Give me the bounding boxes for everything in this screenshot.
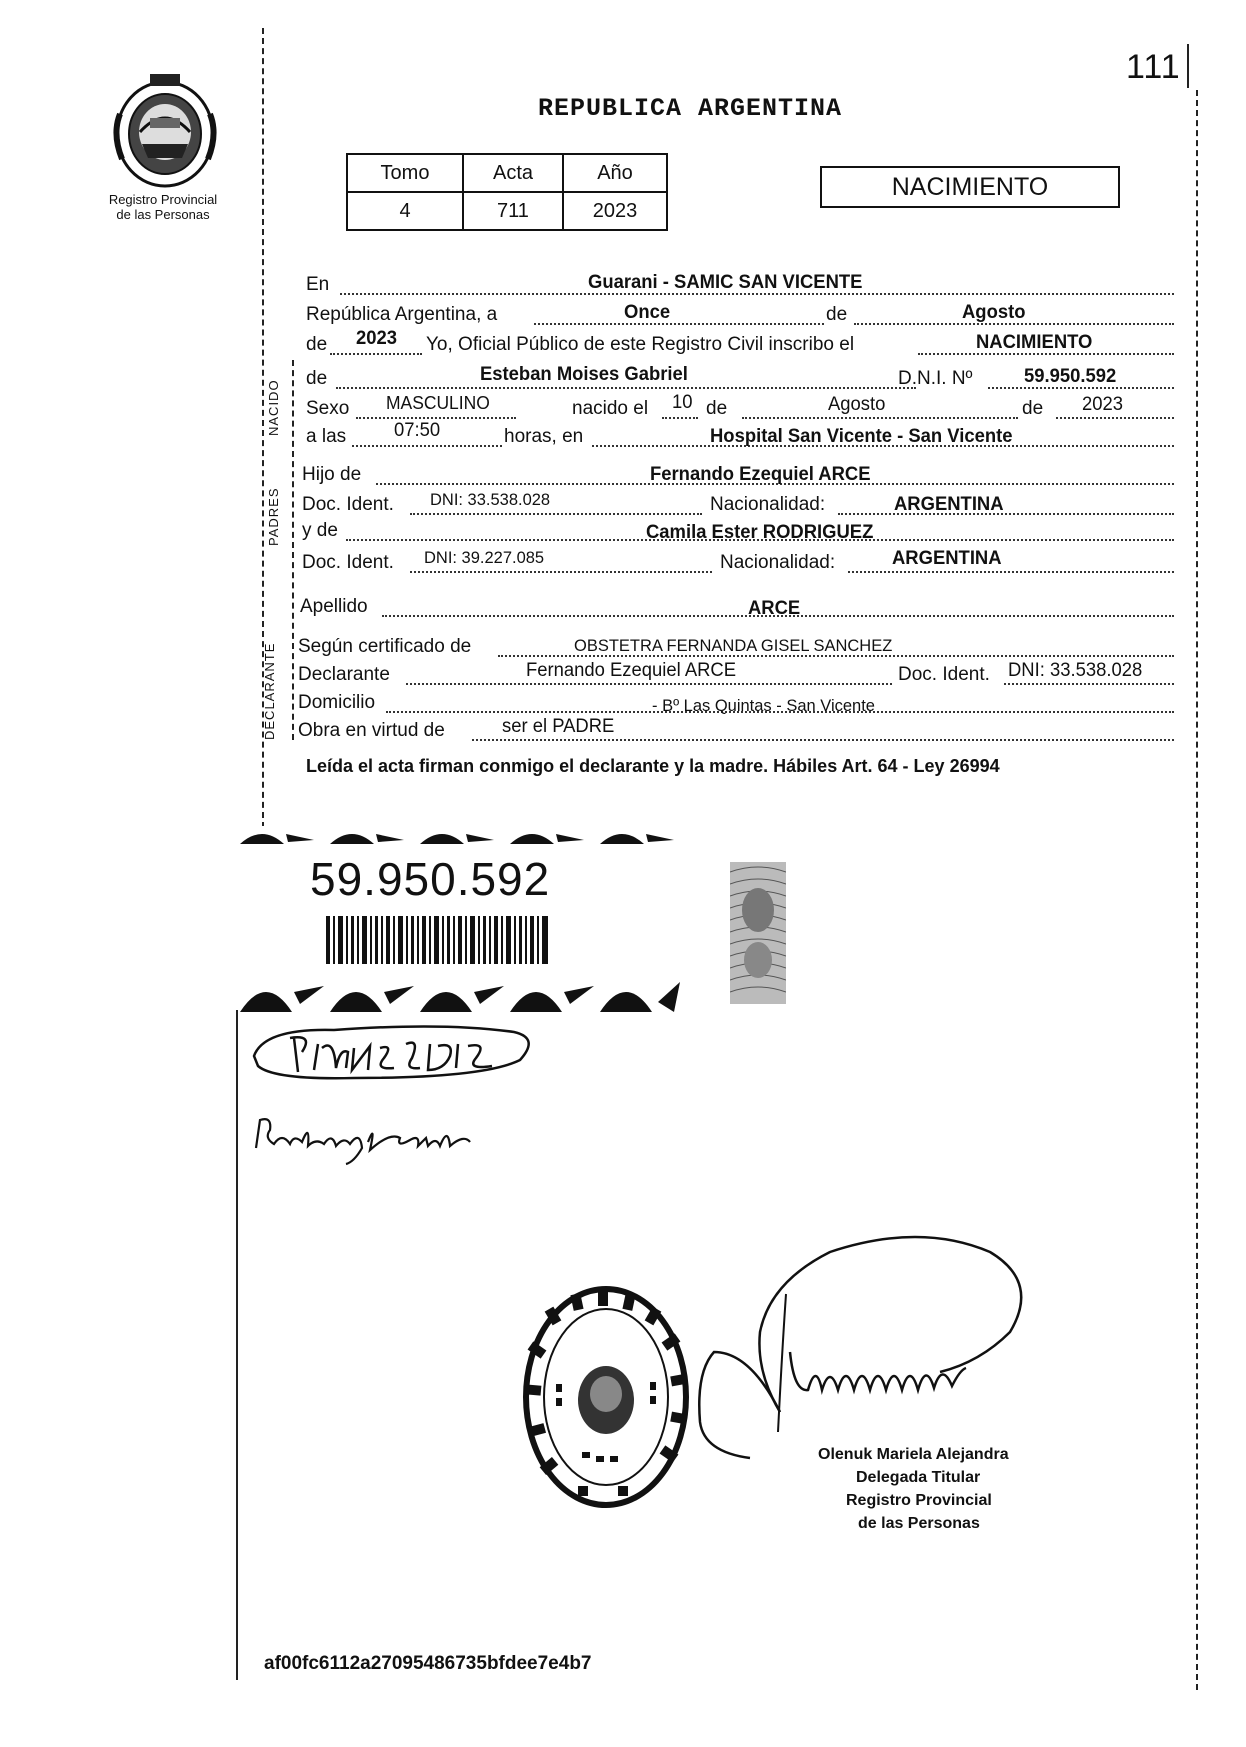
- volume-table: [346, 153, 668, 231]
- value-child-name: Esteban Moises Gabriel: [480, 364, 688, 385]
- security-hologram-icon: [730, 862, 786, 1004]
- value-certificate: OBSTETRA FERNANDA GISEL SANCHEZ: [574, 636, 893, 655]
- label-doc-ident-declarant: Doc. Ident.: [898, 664, 990, 685]
- value-child-dni: 59.950.592: [1024, 366, 1117, 387]
- label-oficial: Yo, Oficial Público de este Registro Civil inscribo el: [426, 334, 855, 355]
- value-birth-place: Hospital San Vicente - San Vicente: [710, 426, 1013, 447]
- label-hijo-de: Hijo de: [302, 464, 362, 485]
- form-row-sex: [306, 392, 1174, 422]
- section-tag-declarante: DECLARANTE: [262, 642, 277, 740]
- barcode-icon: [326, 916, 548, 964]
- form-row-declarant: [298, 658, 1174, 688]
- form-row-father: [302, 458, 1174, 488]
- label-y-de: y de: [302, 520, 338, 541]
- officer-signature: [690, 1222, 1110, 1462]
- form-row-address: [298, 686, 1174, 716]
- signer-block: [818, 1443, 1009, 1535]
- value-capacity: ser el PADRE: [502, 716, 615, 737]
- label-sexo: Sexo: [306, 398, 350, 419]
- label-doc-ident-mother: Doc. Ident.: [302, 552, 394, 573]
- form-row-surname: [300, 590, 1174, 620]
- value-father-name: Fernando Ezequiel ARCE: [650, 464, 871, 485]
- value-birth-year: 2023: [1082, 394, 1124, 415]
- registry-caption: [86, 192, 240, 222]
- page-number: 111: [1126, 48, 1181, 86]
- label-republica: República Argentina, a: [306, 304, 498, 325]
- form-row-time: [306, 420, 1174, 450]
- label-de-month: de: [826, 304, 848, 325]
- form-row-date: [306, 298, 1174, 328]
- signer-title: Delegada Titular: [856, 1469, 981, 1486]
- label-nacido-el: nacido el: [572, 398, 649, 419]
- value-father-nationality: ARGENTINA: [894, 494, 1004, 515]
- section-tag-nacido: NACIDO: [266, 379, 281, 436]
- value-mother-doc: DNI: 39.227.085: [424, 548, 545, 567]
- volume-header-acta: Acta: [463, 154, 563, 192]
- label-de-year: de: [306, 334, 328, 355]
- value-sexo: MASCULINO: [386, 393, 490, 413]
- form-row-en: [306, 268, 1174, 298]
- signer-name: Olenuk Mariela Alejandra: [818, 1446, 1009, 1463]
- label-en: En: [306, 274, 330, 295]
- label-a-las: a las: [306, 426, 347, 447]
- value-address: - Bº Las Quintas - San Vicente: [652, 696, 875, 715]
- form-row-certificate: [298, 630, 1174, 660]
- label-declarante: Declarante: [298, 664, 390, 685]
- value-month: Agosto: [962, 302, 1026, 323]
- right-margin-rule: [1196, 90, 1198, 1690]
- volume-table-header-row: [347, 154, 667, 192]
- label-doc-ident-father: Doc. Ident.: [302, 494, 394, 515]
- label-de-birth-month: de: [706, 398, 728, 419]
- label-domicilio: Domicilio: [298, 692, 376, 713]
- closing-text: Leída el acta firman conmigo el declarante y la madre. Hábiles Art. 64 - Ley 26994: [306, 756, 1000, 776]
- label-apellido: Apellido: [300, 596, 368, 617]
- signer-org-line2: de las Personas: [858, 1515, 980, 1532]
- label-horas: horas, en: [504, 426, 584, 447]
- value-birth-month: Agosto: [828, 394, 886, 415]
- father-signature: [244, 1008, 544, 1088]
- form-row-mother-doc: [302, 546, 1174, 576]
- value-father-doc: DNI: 33.538.028: [430, 490, 551, 509]
- label-nacionalidad-father: Nacionalidad:: [710, 494, 826, 515]
- value-birth-day: 10: [672, 392, 693, 413]
- volume-header-tomo: Tomo: [347, 154, 463, 192]
- volume-value-ano: 2023: [563, 192, 667, 230]
- province-emblem-icon: [110, 74, 220, 190]
- value-surname: ARCE: [748, 598, 801, 619]
- form-row-year: [306, 328, 1174, 358]
- form-row-capacity: [298, 714, 1174, 744]
- section-divider: [292, 360, 294, 740]
- registry-caption-line2: de las Personas: [116, 207, 210, 222]
- mother-signature: [250, 1102, 500, 1172]
- volume-header-ano: Año: [563, 154, 667, 192]
- label-obra: Obra en virtud de: [298, 720, 445, 741]
- value-day: Once: [624, 302, 671, 323]
- verification-hash: af00fc6112a27095486735bfdee7e4b7: [264, 1653, 592, 1674]
- value-time: 07:50: [394, 420, 441, 441]
- form-row-mother: [302, 514, 1174, 544]
- label-de-name: de: [306, 368, 328, 389]
- volume-value-acta: 711: [463, 192, 563, 230]
- value-act-type: NACIMIENTO: [976, 332, 1093, 353]
- value-declarant-name: Fernando Ezequiel ARCE: [526, 660, 737, 681]
- page-title: REPUBLICA ARGENTINA: [538, 94, 843, 123]
- document-type-box: NACIMIENTO: [820, 166, 1120, 208]
- form-row-name: [306, 362, 1174, 392]
- signer-org-line1: Registro Provincial: [846, 1492, 992, 1509]
- official-seal-icon: [518, 1282, 694, 1512]
- volume-value-tomo: 4: [347, 192, 463, 230]
- value-location: Guarani - SAMIC SAN VICENTE: [588, 272, 863, 293]
- value-mother-nationality: ARGENTINA: [892, 548, 1002, 569]
- section-tag-padres: PADRES: [266, 487, 281, 546]
- left-margin-rule-lower: [236, 1010, 238, 1680]
- label-segun: Según certificado de: [298, 636, 472, 657]
- sticker-dni-number: 59.950.592: [310, 853, 551, 905]
- value-year: 2023: [356, 328, 398, 349]
- label-de-birth-year: de: [1022, 398, 1044, 419]
- label-dni: D.N.I. Nº: [898, 368, 973, 389]
- volume-table-value-row: [347, 192, 667, 230]
- value-declarant-doc: DNI: 33.538.028: [1008, 660, 1143, 681]
- registry-caption-line1: Registro Provincial: [108, 192, 218, 207]
- value-mother-name: Camila Ester RODRIGUEZ: [646, 522, 874, 543]
- label-nacionalidad-mother: Nacionalidad:: [720, 552, 836, 573]
